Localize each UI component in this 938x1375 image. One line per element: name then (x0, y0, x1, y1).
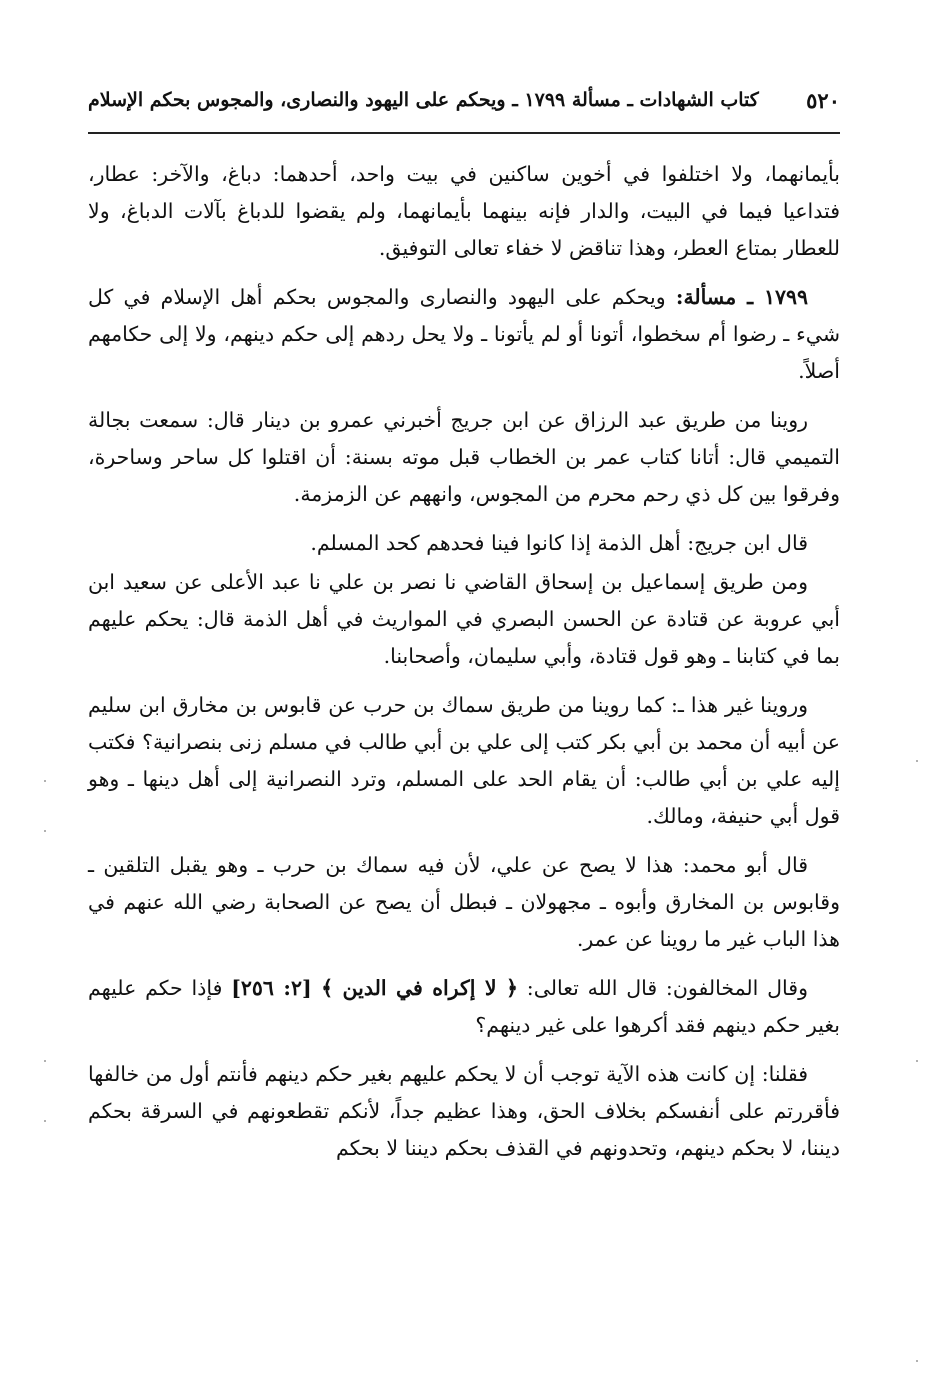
paragraph-ibn-jurayj (88, 525, 840, 562)
paragraph-text: فإذا حكم عليهم بغير حكم دينهم فقد أكرهوا على غير دينهم؟ (88, 976, 840, 1037)
quran-verse-quote: ﴿ لا إكراه في الدين ﴾ [٢: ٢٥٦] (231, 976, 518, 1000)
paragraph-text: روينا من طريق عبد الرزاق عن ابن جريج أخبرني عمرو بن دينار قال: سمعت بجالة التميمي قال: أتانا كتاب عمر بن الخطاب قبل موته بسنة: أن اقتلوا كل ساحر وساحرة، وفرقوا بين كل ذي رحم محرم من المجوس، وانههم عن الزمزمة. (88, 408, 840, 506)
scan-margin-specks-right (912, 0, 918, 1375)
paragraph-issue-1799 (88, 279, 840, 390)
paragraph-continuation (88, 156, 840, 267)
page-header (88, 70, 840, 134)
paragraph-narration-abdulrazzaq (88, 402, 840, 513)
page-number: ٥٢٠ (806, 87, 840, 113)
paragraph-text: بأيمانهما، ولا اختلفوا في أخوين ساكنين في بيت واحد، أحدهما: دباغ، والآخر: عطار، فتداعيا فيما في البيت، والدار فإنه بينهما بأيمانهما، ولم يقضوا للدباغ بآلات الدباغ، ولا للعطار بمتاع العطر، وهذا تناقض لا خفاء تعالى التوفيق. (88, 162, 840, 260)
issue-number-label: ١٧٩٩ ـ مسألة: (675, 285, 808, 309)
paragraph-text: فقلنا: إن كانت هذه الآية توجب أن لا يحكم عليهم بغير حكم دينهم فأنتم أول من خالفها فأقررتم على أنفسكم بخلاف الحق، وهذا عظيم جداً، لأنكم تقطعونهم في السرقة بحكم ديننا، لا بحكم دينهم، وتحدونهم في القذف بحكم ديننا لا بحكم (88, 1062, 840, 1160)
paragraph-abu-muhammad (88, 847, 840, 958)
paragraph-text: قال ابن جريج: أهل الذمة إذا كانوا فينا فحدهم كحد المسلم. (310, 531, 808, 555)
paragraph-text: ومن طريق إسماعيل بن إسحاق القاضي نا نصر بن علي نا عبد الأعلى عن سعيد ابن أبي عروبة عن قتادة عن الحسن البصري في المواريث في أهل الذمة قال: يحكم عليهم بما في كتابنا ـ وهو قول قتادة، وأبي سليمان، وأصحابنا. (88, 570, 840, 668)
paragraph-opponents (88, 970, 840, 1044)
book-page (88, 70, 840, 1350)
paragraph-narration-simak (88, 687, 840, 835)
paragraph-narration-ismail (88, 564, 840, 675)
running-title: كتاب الشهادات ـ مسألة ١٧٩٩ ـ ويحكم على اليهود والنصارى، والمجوس بحكم الإسلام (88, 89, 759, 111)
paragraph-text: وروينا غير هذا ـ: كما روينا من طريق سماك بن حرب عن قابوس بن مخارق ابن سليم عن أبيه أن محمد بن أبي بكر كتب إلى علي بن أبي طالب في مسلم زنى بنصرانية؟ فكتب إليه علي بن أبي طالب: أن يقام الحد على المسلم، وترد النصرانية إلى أهل دينها ـ وهو قول أبي حنيفة، ومالك. (88, 693, 840, 828)
scan-margin-specks-left (40, 0, 46, 1375)
paragraph-reply (88, 1056, 840, 1167)
paragraph-text: ويحكم على اليهود والنصارى والمجوس بحكم أهل الإسلام في كل شيء ـ رضوا أم سخطوا، أتونا أو لم يأتونا ـ ولا يحل ردهم إلى حكم دينهم، ولا إلى حكامهم أصلاً. (88, 285, 840, 383)
paragraph-prefix: وقال المخالفون: قال الله تعالى: (518, 976, 809, 1000)
paragraph-text: قال أبو محمد: هذا لا يصح عن علي، لأن فيه سماك بن حرب ـ وهو يقبل التلقين ـ وقابوس بن المخارق وأبوه ـ مجهولان ـ فبطل أن يصح عن الصحابة رضي الله عنهم في هذا الباب غير ما روينا عن عمر. (88, 853, 840, 951)
page-body (88, 156, 840, 1167)
